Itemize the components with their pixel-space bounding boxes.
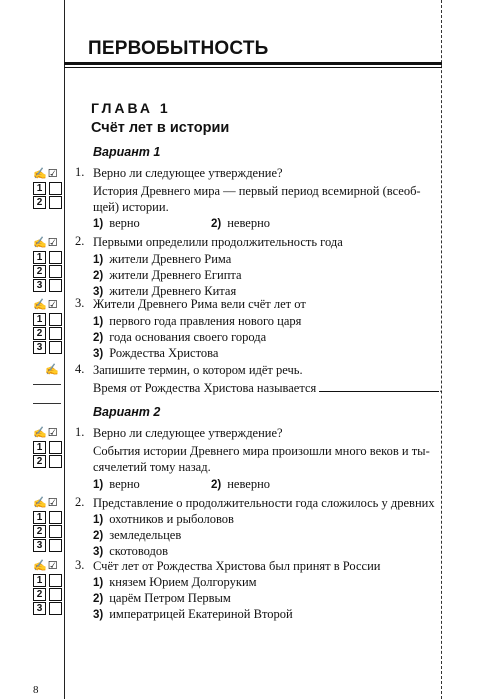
question-text: Верно ли следующее утверждение? [93,166,283,180]
header-rule [64,62,442,65]
answer-box[interactable] [49,588,62,601]
answer-marker [33,496,62,552]
option-number-box: 3 [33,602,46,615]
question-text: Жители Древнего Рима вели счёт лет от [93,297,306,311]
pen-icon: ✍ [33,168,48,180]
answer-option: 3) жители Древнего Китая [93,284,237,298]
option-number-box: 3 [33,279,46,292]
question-text: Запишите термин, о котором идёт речь. [93,363,303,377]
answer-marker [33,363,60,376]
question-number: 4. [75,362,85,376]
answer-marker [33,298,62,354]
cut-line [441,0,442,699]
checkbox-icon: ☑ [47,497,59,509]
left-margin-line [64,0,65,699]
option-number-box: 1 [33,574,46,587]
option-number-box: 2 [33,265,46,278]
answer-option: 1) охотников и рыболовов [93,512,234,526]
answer-option: 2) года основания своего города [93,330,267,344]
question-number: 2. [75,234,85,248]
question-text: Счёт лет от Рождества Христова был принят в России [93,559,381,573]
checkbox-icon: ☑ [47,427,59,439]
answer-box[interactable] [49,602,62,615]
question-text: Первыми определили продолжительность года [93,235,343,249]
answer-line[interactable] [33,403,61,404]
option-number-box: 2 [33,327,46,340]
question-number: 1. [75,165,85,179]
checkbox-icon: ☑ [47,237,59,249]
chapter-title: Счёт лет в истории [91,120,230,136]
pen-icon: ✍ [33,427,48,439]
section-header: ПЕРВОБЫТНОСТЬ [88,38,269,59]
answer-option: 3) императрицей Екатериной Второй [93,607,293,621]
answer-box[interactable] [49,182,62,195]
answer-marker [33,559,62,615]
option-number-box: 2 [33,455,46,468]
header-rule-thin [64,67,442,68]
question-number: 3. [75,558,85,572]
answer-box[interactable] [49,265,62,278]
answer-box[interactable] [49,539,62,552]
page-number: 8 [33,684,39,696]
chapter-label: ГЛАВА 1 [91,100,171,116]
answer-option: 2) земледельцев [93,528,182,542]
checkbox-icon: ☑ [47,299,59,311]
pen-icon: ✍ [33,497,48,509]
answer-option: 1) первого года правления нового царя [93,314,302,328]
answer-marker [33,167,62,209]
option-number-box: 1 [33,251,46,264]
answer-option: 3) Рождества Христова [93,346,219,360]
option-number-box: 2 [33,525,46,538]
answer-box[interactable] [49,525,62,538]
answer-marker [33,236,62,292]
answer-option: 2) неверно [211,216,271,230]
answer-option: 2) жители Древнего Египта [93,268,242,282]
fill-in-blank[interactable] [319,380,439,392]
statement-text: История Древнего мира — первый период всемирной (всеоб- [93,184,421,198]
question-number: 2. [75,495,85,509]
option-number-box: 1 [33,441,46,454]
option-number-box: 3 [33,341,46,354]
statement-text: щей) истории. [93,200,169,214]
question-text: Представление о продолжительности года сложилось у древних [93,496,435,510]
option-number-box: 2 [33,196,46,209]
answer-box[interactable] [49,341,62,354]
option-number-box: 1 [33,511,46,524]
checkbox-icon: ☑ [47,560,59,572]
answer-option: 1) князем Юрием Долгоруким [93,575,257,589]
answer-box[interactable] [49,313,62,326]
answer-box[interactable] [49,511,62,524]
pen-icon: ✍ [33,299,48,311]
answer-box[interactable] [49,455,62,468]
answer-box[interactable] [49,327,62,340]
answer-box[interactable] [49,574,62,587]
statement-text: События истории Древнего мира произошли много веков и ты- [93,444,430,458]
answer-option: 1) верно [93,216,140,230]
pen-icon: ✍ [45,364,60,376]
option-number-box: 1 [33,313,46,326]
answer-line[interactable] [33,384,61,385]
question-number: 1. [75,425,85,439]
answer-box[interactable] [49,251,62,264]
statement-text: сячелетий тому назад. [93,460,211,474]
answer-marker [33,426,62,468]
answer-box[interactable] [49,279,62,292]
fill-in-text: Время от Рождества Христова называется . [93,381,443,395]
option-number-box: 1 [33,182,46,195]
checkbox-icon: ☑ [47,168,59,180]
option-number-box: 3 [33,539,46,552]
pen-icon: ✍ [33,560,48,572]
variant-1-title: Вариант 1 [93,145,161,159]
answer-option: 1) верно [93,477,140,491]
answer-box[interactable] [49,441,62,454]
question-text: Верно ли следующее утверждение? [93,426,283,440]
answer-box[interactable] [49,196,62,209]
answer-option: 3) скотоводов [93,544,169,558]
answer-option: 2) царём Петром Первым [93,591,231,605]
answer-option: 2) неверно [211,477,271,491]
pen-icon: ✍ [33,237,48,249]
question-number: 3. [75,296,85,310]
option-number-box: 2 [33,588,46,601]
answer-option: 1) жители Древнего Рима [93,252,232,266]
variant-2-title: Вариант 2 [93,405,161,419]
